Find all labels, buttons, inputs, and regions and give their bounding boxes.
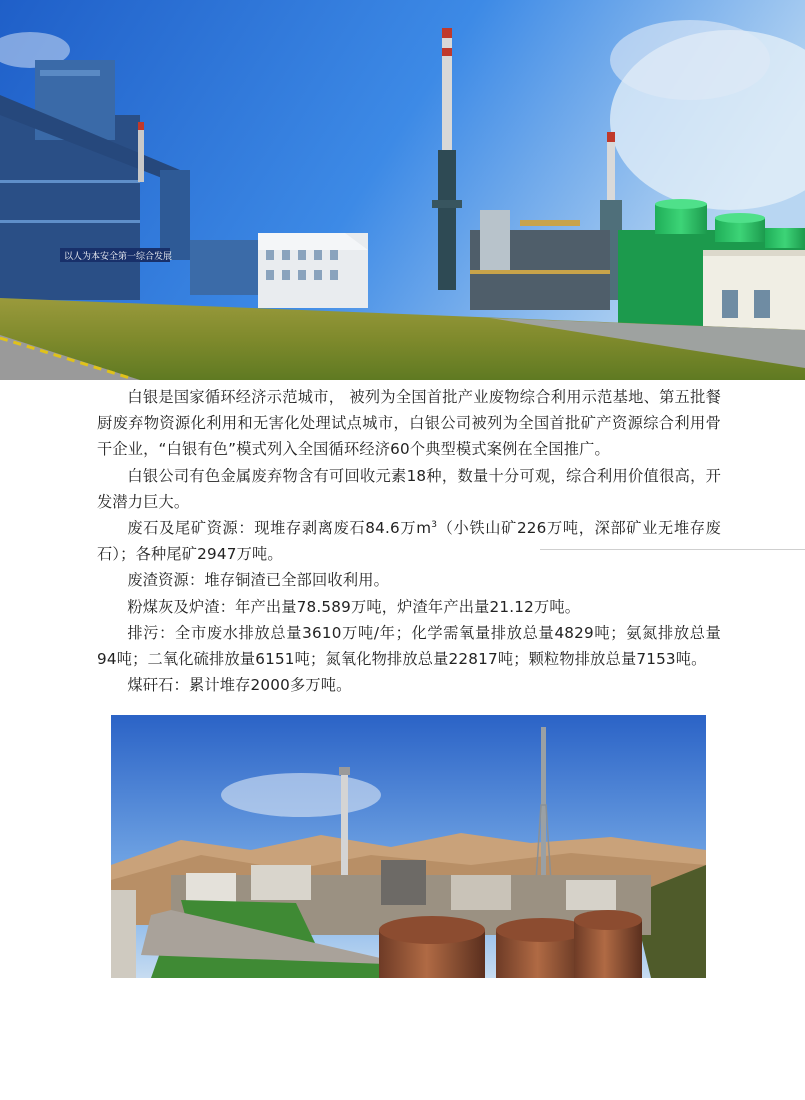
paragraph-waste-rock-tailings: [97, 515, 721, 567]
waste-rock-text: 废石及尾矿资源：现堆存剥离废石84.6万m: [127, 519, 432, 538]
industrial-plant-illustration: [0, 0, 805, 380]
divider-line: [540, 549, 805, 550]
tailings-text: （小铁山矿226万吨，深部矿业无堆存废石）；各种尾矿2947万吨。: [97, 519, 721, 564]
paragraph-emissions: 排污：全市废水排放总量3610万吨/年；化学需氧量排放总量4829吨；氨氮排放总量94吨；二氧化硫排放量6151吨；氮氧化物排放总量22817吨；颗粒物排放总量7153吨。: [97, 623, 721, 669]
top-photo-banner: 以人为本安全第一综合发展: [64, 252, 173, 262]
superscript-3: 3: [431, 519, 438, 530]
bottom-photo: [111, 715, 706, 978]
top-photo: [0, 0, 805, 380]
smelter-panorama-illustration: [111, 715, 706, 978]
paragraph-coal-gangue: 煤矸石：累计堆存2000多万吨。: [127, 676, 352, 695]
paragraph-circular-economy: 白银是国家循环经济示范城市， 被列为全国首批产业废物综合利用示范基地、第五批餐厨废弃物资源化利用和无害化处理试点城市，白银公司被列为全国首批矿产资源综合利用骨干企业，“白银有色”模式列入全国循环经济60个典型模式案例在全国推广。: [97, 388, 721, 459]
paragraph-fly-ash: 粉煤灰及炉渣：年产出量78.589万吨，炉渣年产出量21.12万吨。: [127, 597, 581, 616]
paragraph-recoverable-elements: 白银公司有色金属废弃物含有可回收元素18种，数量十分可观，综合利用价值很高，开发潜力巨大。: [97, 466, 721, 511]
article-body: [97, 384, 721, 698]
paragraph-slag-resources: 废渣资源：堆存铜渣已全部回收利用。: [127, 571, 389, 590]
